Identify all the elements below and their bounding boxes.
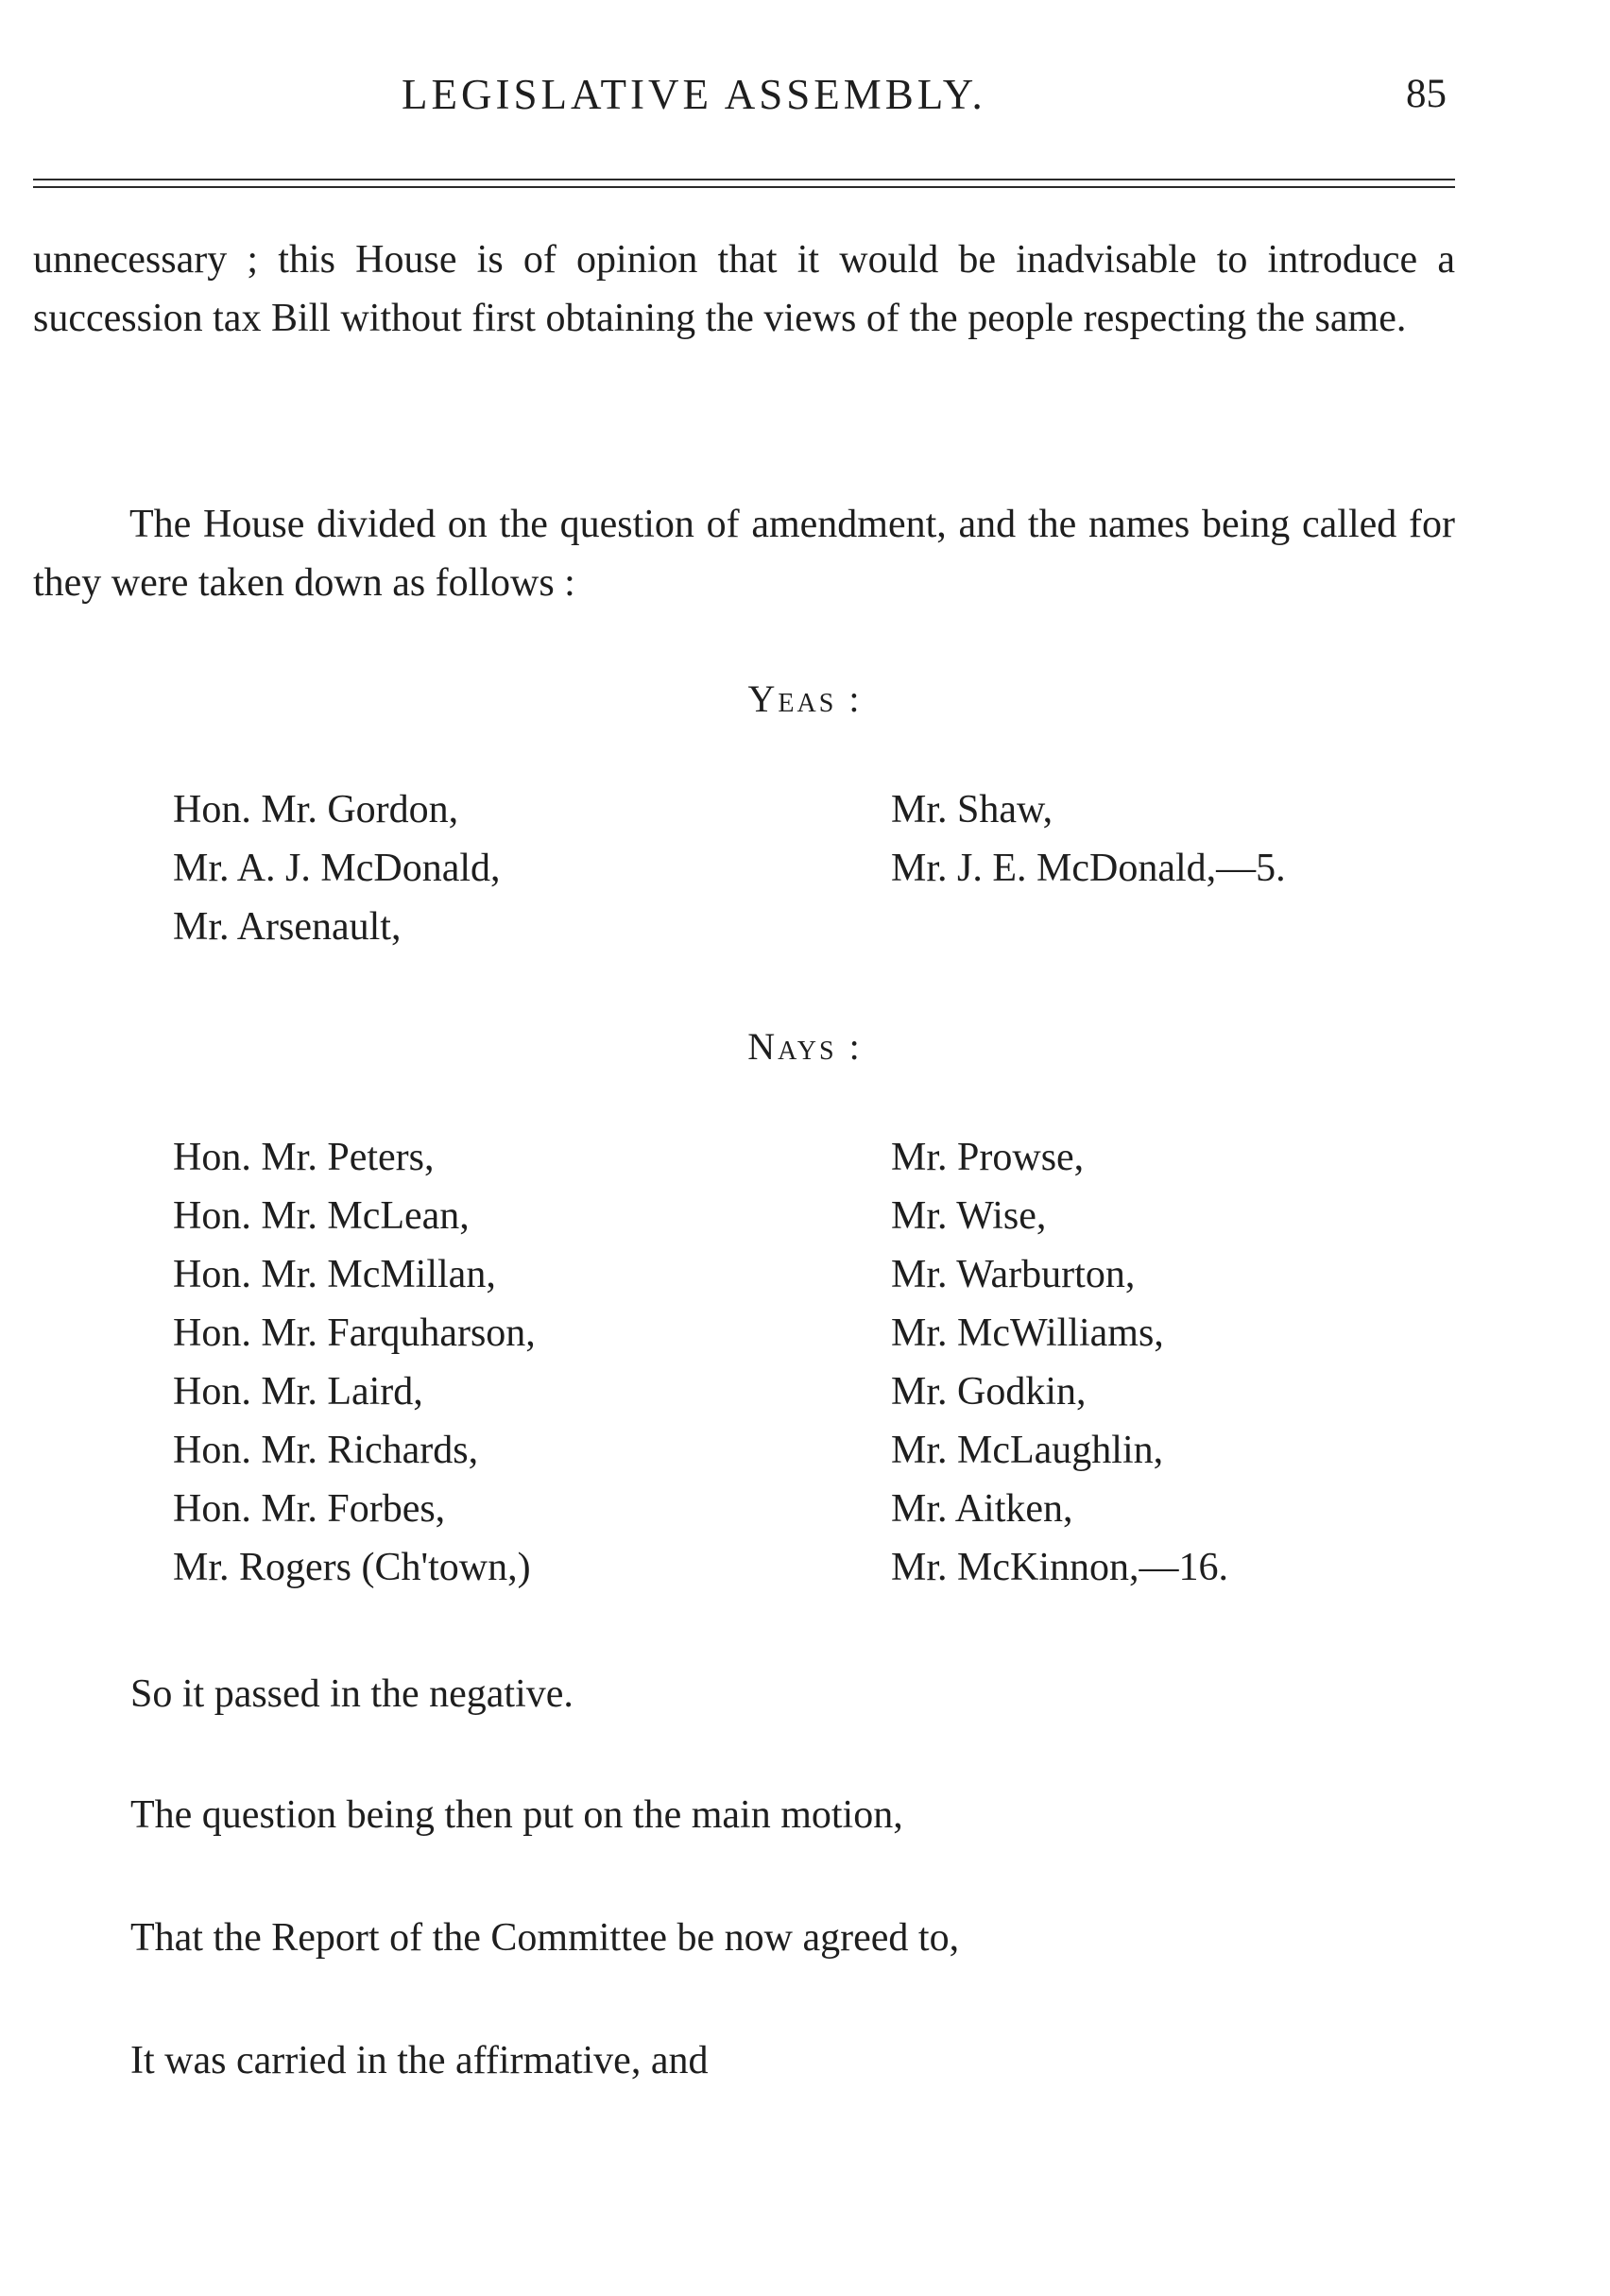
nays-name: Mr. Rogers (Ch'town,) <box>173 1546 531 1589</box>
yeas-heading: Yeas : <box>747 677 863 720</box>
main-motion-result: It was carried in the affirmative, and <box>130 2039 709 2082</box>
nays-name: Hon. Mr. Richards, <box>173 1429 479 1472</box>
nays-heading: Nays : <box>747 1025 863 1068</box>
header-rule-top <box>33 179 1455 180</box>
continuation-paragraph: unnecessary ; this House is of opinion that it would be inadvisable to introduce a succession tax Bill without first obtaining the views of the people respecting the same. <box>33 238 1455 340</box>
yeas-name: Mr. Shaw, <box>891 788 1053 831</box>
division-intro-paragraph: The House divided on the question of amendment, and the names being called for they were taken down as follows : <box>33 503 1455 605</box>
nays-name: Mr. Warburton, <box>891 1253 1136 1296</box>
nays-left-column <box>173 1128 536 1597</box>
yeas-name: Mr. Arsenault, <box>173 905 402 949</box>
nays-name: Mr. McKinnon,—16. <box>891 1546 1228 1589</box>
yeas-right-column <box>891 780 1286 898</box>
yeas-left-column <box>173 780 501 956</box>
main-motion-intro: The question being then put on the main motion, <box>130 1793 903 1837</box>
running-header <box>0 66 1610 123</box>
nays-name: Mr. Prowse, <box>891 1136 1085 1179</box>
running-title: LEGISLATIVE ASSEMBLY. <box>402 71 986 118</box>
nays-name: Mr. Aitken, <box>891 1487 1073 1531</box>
nays-name: Hon. Mr. Forbes, <box>173 1487 446 1531</box>
yeas-name: Mr. J. E. McDonald,—5. <box>891 847 1286 890</box>
yeas-name: Mr. A. J. McDonald, <box>173 847 501 890</box>
nays-name: Mr. McLaughlin, <box>891 1429 1164 1472</box>
nays-name: Hon. Mr. Peters, <box>173 1136 435 1179</box>
nays-name: Hon. Mr. McMillan, <box>173 1253 496 1296</box>
nays-right-column <box>891 1128 1228 1597</box>
yeas-name: Hon. Mr. Gordon, <box>173 788 459 831</box>
nays-name: Mr. McWilliams, <box>891 1311 1164 1355</box>
page-number: 85 <box>1406 72 1447 116</box>
header-rule-bottom <box>33 186 1455 188</box>
nays-name: Hon. Mr. McLean, <box>173 1194 470 1238</box>
amendment-result: So it passed in the negative. <box>130 1672 574 1716</box>
main-motion-text: That the Report of the Committee be now agreed to, <box>130 1916 960 1960</box>
nays-name: Hon. Mr. Laird, <box>173 1370 423 1414</box>
nays-name: Mr. Godkin, <box>891 1370 1087 1414</box>
nays-name: Mr. Wise, <box>891 1194 1047 1238</box>
nays-name: Hon. Mr. Farquharson, <box>173 1311 536 1355</box>
